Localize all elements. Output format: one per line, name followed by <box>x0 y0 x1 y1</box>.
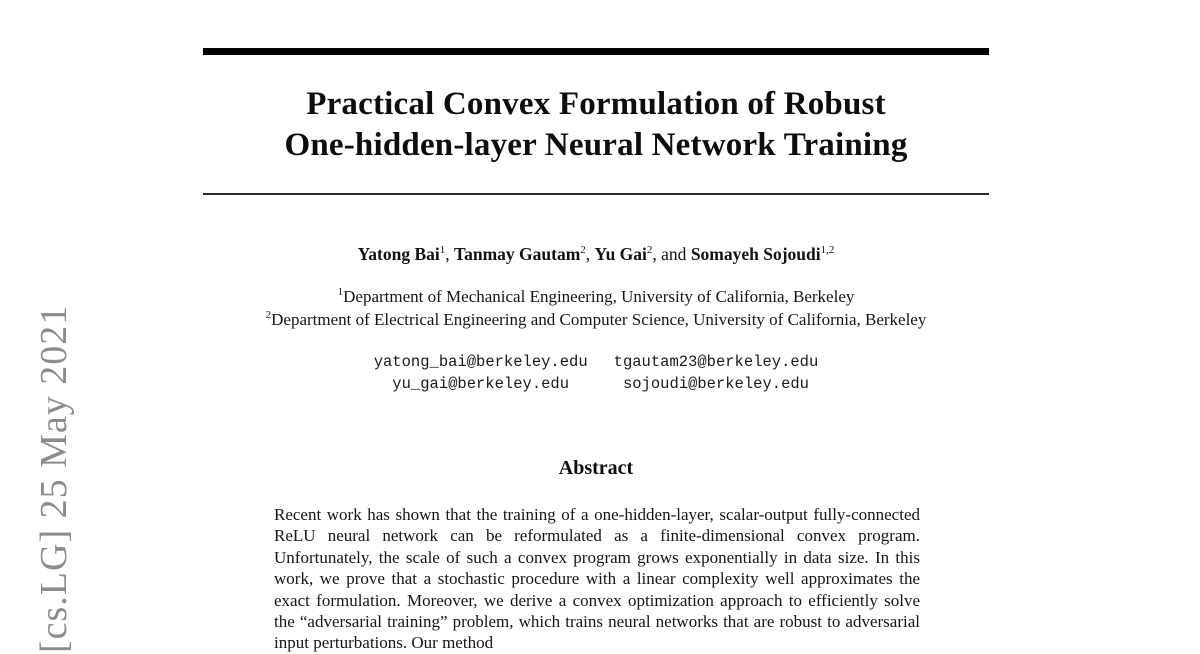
author-line <box>103 244 1089 265</box>
author-name: Tanmay Gautam <box>454 244 581 264</box>
paper-title-line1: Practical Convex Formulation of Robust <box>306 86 886 122</box>
author-name: Somayeh Sojoudi <box>690 244 821 264</box>
affiliations <box>53 285 1139 331</box>
title-top-rule <box>203 48 989 55</box>
title-bottom-rule <box>203 193 989 195</box>
affiliation-sup: 2 <box>265 309 272 321</box>
abstract-text: Recent work has shown that the training of a one-hidden-layer, scalar-output fully-connected ReLU neural network can be reformulated as a finite-dimensional convex program. Unfortunately, the scale of such a convex program grows exponentially in data size. In this work, we prove that a stochastic procedure with a linear complexity well approximates the exact formulation. Moreover, we derive a convex optimization approach to efficiently solve the “adversarial training” problem, which trains neural networks that are robust to adversarial input perturbations. Our method <box>274 505 920 653</box>
affiliation-line <box>53 308 1139 331</box>
author-separator: , <box>585 244 595 264</box>
affiliation-sup: 1 <box>337 286 344 298</box>
email-address: yu_gai@berkeley.edu <box>392 375 570 393</box>
author-separator: , and <box>652 244 691 264</box>
author-name: Yu Gai <box>594 244 647 264</box>
email-address: sojoudi@berkeley.edu <box>622 375 809 393</box>
author-separator: , <box>445 244 455 264</box>
arxiv-sidebar-label: [cs.LG] 25 May 2021 <box>33 304 75 653</box>
abstract-heading: Abstract <box>558 457 634 479</box>
email-block <box>203 351 989 395</box>
affiliation-text: Department of Mechanical Engineering, University of California, Berkeley <box>343 287 855 306</box>
paper-title-line2: One-hidden-layer Neural Network Training <box>284 127 908 163</box>
email-column-right <box>614 351 819 395</box>
email-address: tgautam23@berkeley.edu <box>613 353 819 371</box>
affiliation-line <box>53 285 1139 308</box>
email-column-left <box>374 351 588 395</box>
paper-title <box>153 84 1039 166</box>
email-address: yatong_bai@berkeley.edu <box>373 353 588 371</box>
author-name: Yatong Bai <box>357 244 440 264</box>
author-affil-sup: 1 <box>439 244 446 256</box>
author-affil-sup: 2 <box>580 244 586 256</box>
author-affil-sup: 1,2 <box>820 244 835 256</box>
affiliation-text: Department of Electrical Engineering and Computer Science, University of California, Berkeley <box>271 310 927 329</box>
author-affil-sup: 2 <box>646 244 653 256</box>
